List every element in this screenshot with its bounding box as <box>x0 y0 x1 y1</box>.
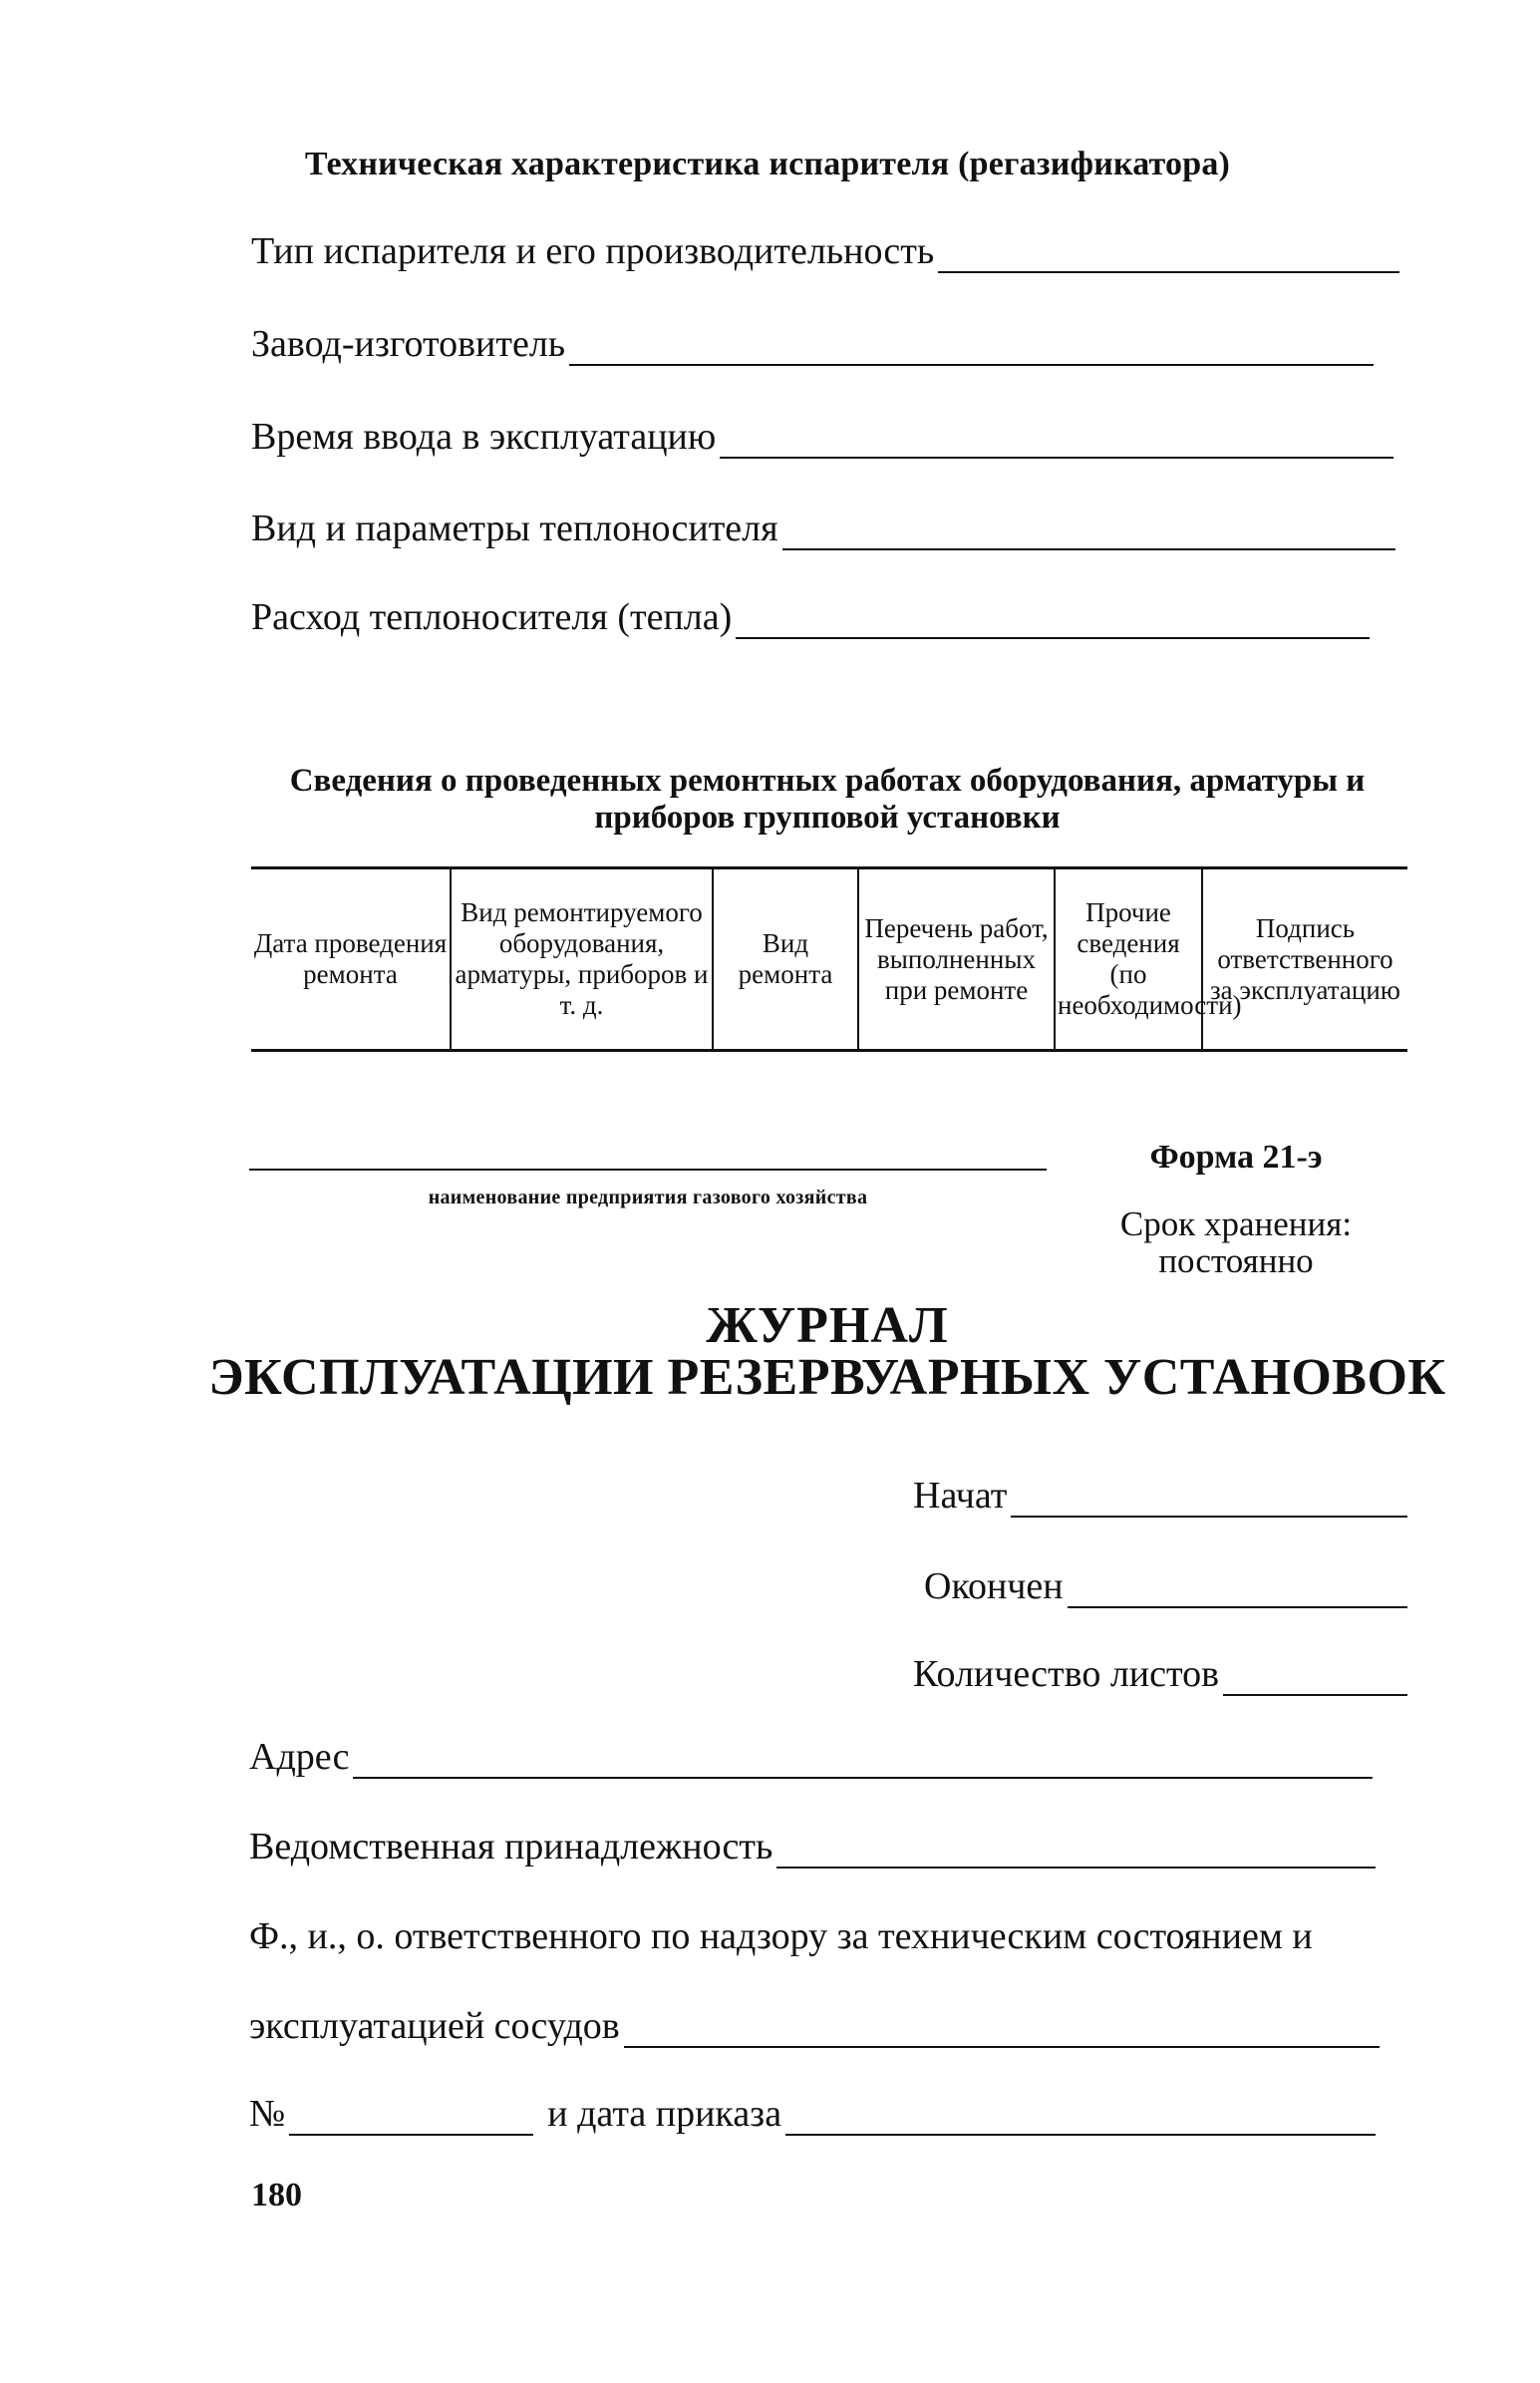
field-blank[interactable] <box>1068 1570 1407 1608</box>
department-field <box>249 1825 1376 1869</box>
field-label: Ведомственная принадлежность <box>249 1826 773 1868</box>
page-number: 180 <box>251 2177 302 2213</box>
order-date-blank[interactable] <box>785 2098 1376 2136</box>
finished-field <box>924 1564 1407 1608</box>
field-blank[interactable] <box>569 328 1374 366</box>
retention-value: постоянно <box>1158 1241 1314 1280</box>
repairs-title: Сведения о проведенных ремонтных работах оборудования, арматуры и приборов групповой установки <box>289 763 1366 836</box>
field-label: Ф., и., о. ответственного по надзору за техническим состоянием и <box>249 1915 1313 1957</box>
organization-caption: наименование предприятия газового хозяйства <box>428 1187 868 1208</box>
order-number-label: № <box>249 2093 286 2135</box>
field-label: Начат <box>913 1475 1008 1517</box>
started-field <box>913 1474 1407 1518</box>
table-header-row <box>251 868 1407 1051</box>
field-blank[interactable] <box>938 235 1399 273</box>
field-blank[interactable] <box>1223 1658 1407 1696</box>
retention-label: Срок хранения: <box>1119 1204 1353 1243</box>
field-label: эксплуатацией сосудов <box>249 2005 620 2047</box>
col-other-info: Прочие сведения (по необходимости) <box>1055 868 1202 1051</box>
col-repair-type: Вид ремонта <box>713 868 858 1051</box>
responsible-field <box>249 2004 1380 2048</box>
evaporator-field-type <box>251 229 1399 273</box>
responsible-line1 <box>249 1914 1405 1958</box>
field-label: Тип испарителя и его производительность <box>251 230 935 272</box>
order-date-label: и дата приказа <box>547 2093 782 2135</box>
sheets-field <box>913 1652 1407 1696</box>
field-label: Вид и параметры теплоносителя <box>251 508 778 549</box>
journal-subtitle: ЭКСПЛУАТАЦИИ РЕЗЕРВУАРНЫХ УСТАНОВОК <box>208 1349 1446 1406</box>
field-label: Время ввода в эксплуатацию <box>251 416 717 458</box>
field-label: Расход теплоносителя (тепла) <box>251 596 733 638</box>
form-number: Форма 21-э <box>1149 1139 1323 1176</box>
field-blank[interactable] <box>736 601 1370 639</box>
field-label: Адрес <box>249 1736 350 1778</box>
field-blank[interactable] <box>1011 1480 1407 1518</box>
field-label: Количество листов <box>913 1653 1220 1695</box>
repairs-table <box>251 866 1407 1052</box>
col-works-list: Перечень работ, выполненных при ремонте <box>858 868 1055 1051</box>
evaporator-field-coolant <box>251 507 1395 550</box>
order-number-blank[interactable] <box>289 2098 533 2136</box>
journal-title: ЖУРНАЛ <box>706 1297 949 1354</box>
field-blank[interactable] <box>720 421 1393 459</box>
evaporator-field-commissioning <box>251 415 1393 459</box>
field-blank[interactable] <box>624 2010 1380 2048</box>
field-blank[interactable] <box>776 1831 1376 1869</box>
organization-name-line[interactable] <box>249 1167 1047 1171</box>
field-label: Завод-изготовитель <box>251 323 566 365</box>
evaporator-title: Техническая характеристика испарителя (регазификатора) <box>304 146 1231 182</box>
field-blank[interactable] <box>782 512 1395 550</box>
col-repair-date: Дата проведения ремонта <box>251 868 451 1051</box>
field-blank[interactable] <box>353 1741 1373 1779</box>
field-label: Окончен <box>924 1565 1064 1607</box>
evaporator-field-consumption <box>251 595 1370 639</box>
order-field <box>249 2092 1376 2136</box>
address-field <box>249 1735 1373 1779</box>
col-signature: Подпись ответственного за эксплуатацию <box>1202 868 1407 1051</box>
col-equipment-type: Вид ремонтируемого оборудования, арматуры, приборов и т. д. <box>451 868 713 1051</box>
evaporator-field-manufacturer <box>251 322 1374 366</box>
